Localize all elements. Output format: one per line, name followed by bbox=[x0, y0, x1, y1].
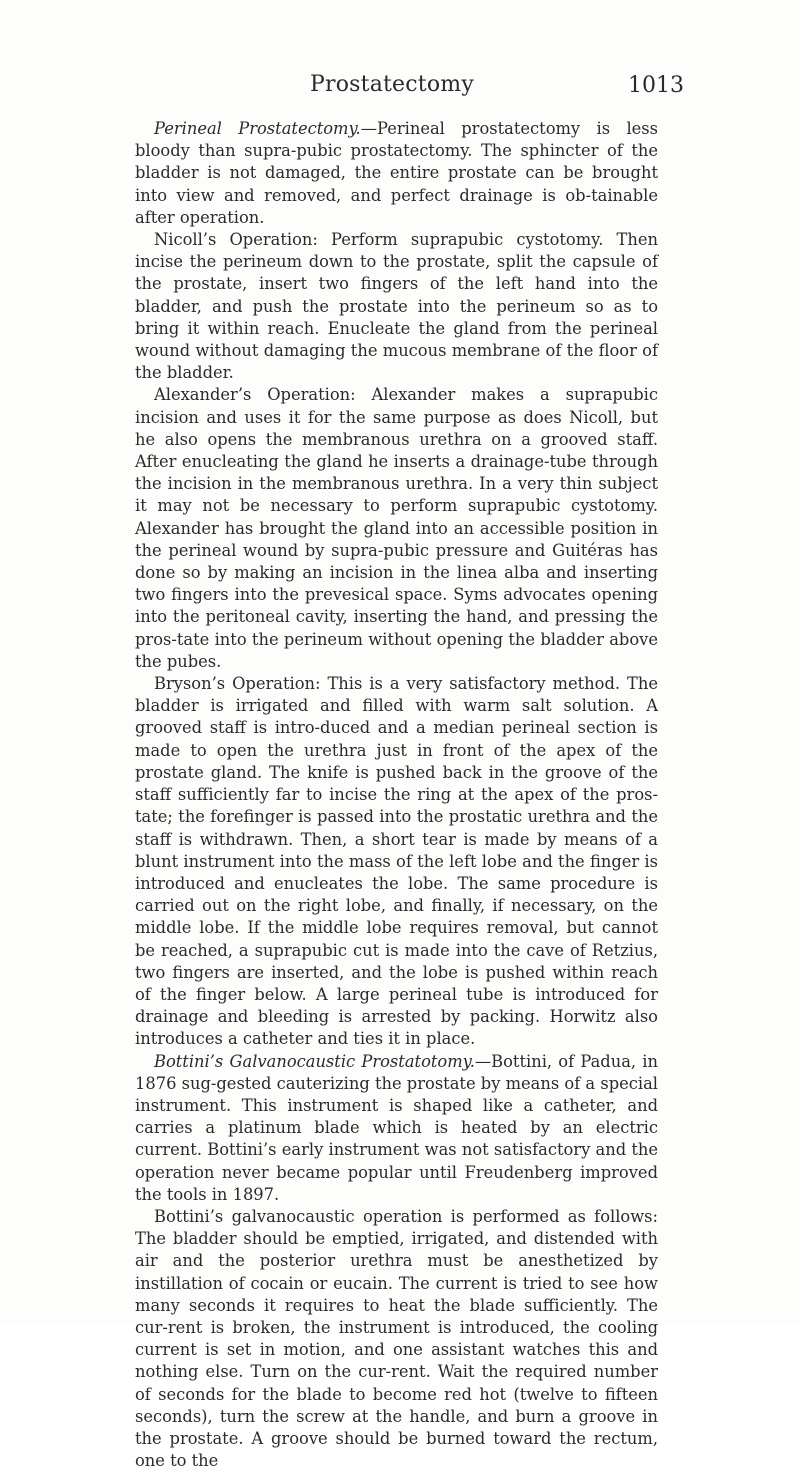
paragraph-perineal-prostatectomy bbox=[135, 118, 658, 229]
paragraph-text: Nicoll’s Operation: Perform suprapubic cystotomy. Then incise the perineum down to the prostate, split the capsule of the prostate, insert two fingers of the left hand into the bladder, and push the prostate into the perineum so as to bring it within reach. Enucleate the gland from the perineal wound without damaging the mucous membrane of the floor of the bladder. bbox=[135, 230, 658, 383]
paragraph-text: Bottini’s galvanocaustic operation is performed as follows: The bladder should be emptied, irrigated, and distended with air and the posterior urethra must be anesthetized by instillation of cocain or eucain. The current is tried to see how many seconds it requires to heat the blade sufficiently. The cur-rent is broken, the instrument is introduced, the cooling current is set in motion, and one assistant watches this and nothing else. Turn on the cur-rent. Wait the required number of seconds for the blade to become red hot (twelve to fifteen seconds), turn the screw at the handle, and burn a groove in the prostate. A groove should be burned toward the rectum, one to the bbox=[135, 1206, 658, 1471]
running-head bbox=[0, 72, 800, 102]
body-text bbox=[135, 118, 658, 1472]
paragraph-text: Alexander’s Operation: Alexander makes a suprapubic incision and uses it for the same purpose as does Nicoll, but he also opens the membranous urethra on a grooved staff. After enucleating the gland he inserts a drainage-tube through the incision in the membranous urethra. In a very thin subject it may not be necessary to perform suprapubic cystotomy. Alexander has brought the gland into an accessible position in the perineal wound by supra-pubic pressure and Guitéras has done so by making an incision in the linea alba and inserting two fingers into the prevesical space. Syms advocates opening into the peritoneal cavity, inserting the hand, and pressing the pros-tate into the perineum without opening the bladder above the pubes. bbox=[135, 385, 658, 671]
paragraph-text: —Bottini, of Padua, in 1876 sug-gested cauterizing the prostate by means of a special instrument. This instrument is shaped like a catheter, and carries a platinum blade which is heated by an electric current. Bottini’s early instrument was not satisfactory and the operation never became popular until Freudenberg improved the tools in 1897. bbox=[135, 1051, 659, 1204]
section-heading: Bottini’s Galvanocaustic Prostatotomy. bbox=[154, 1051, 475, 1071]
paragraph-alexander-operation bbox=[135, 384, 658, 673]
paragraph-nicoll-operation bbox=[135, 229, 658, 384]
paragraph-bryson-operation bbox=[135, 673, 658, 1050]
paragraph-text: —Perineal prostatectomy is less bloody than supra-pubic prostatectomy. The sphincter of the bladder is not damaged, the entire prostate can be brought into view and removed, and perfect drainage is ob-tainable after operation. bbox=[135, 119, 658, 227]
page-number: 1013 bbox=[628, 73, 684, 98]
running-title: Prostatectomy bbox=[310, 72, 474, 97]
paragraph-bottini-procedure bbox=[135, 1206, 658, 1472]
paragraph-bottini-galvanocaustic bbox=[135, 1051, 658, 1206]
paragraph-text: Bryson’s Operation: This is a very satisfactory method. The bladder is irrigated and filled with warm salt solution. A grooved staff is intro-duced and a median perineal section is made to open the urethra just in front of the apex of the prostate gland. The knife is pushed back in the groove of the staff sufficiently far to incise the ring at the apex of the pros-tate; the forefinger is passed into the prostatic urethra and the staff is withdrawn. Then, a short tear is made by means of a blunt instrument into the mass of the left lobe and the finger is introduced and enucleates the lobe. The same procedure is carried out on the right lobe, and finally, if necessary, on the middle lobe. If the middle lobe requires removal, but cannot be reached, a suprapubic cut is made into the cave of Retzius, two fingers are inserted, and the lobe is pushed within reach of the finger below. A large perineal tube is introduced for drainage and bleeding is arrested by packing. Horwitz also introduces a catheter and ties it in place. bbox=[135, 674, 658, 1049]
section-heading: Perineal Prostatectomy. bbox=[154, 119, 361, 138]
